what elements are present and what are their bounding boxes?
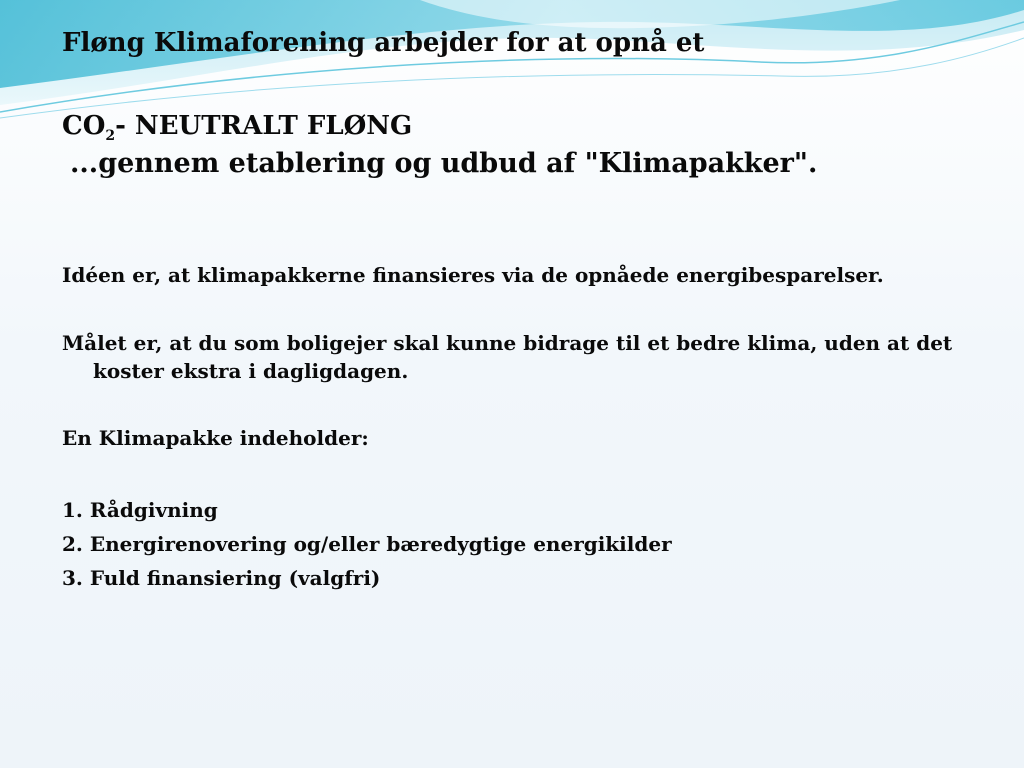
- paragraph-goal: Målet er, at du som boligejer skal kunne bidrage til et bedre klima, uden at det koster ekstra i dagligdagen.: [62, 331, 953, 383]
- package-contents-list: [62, 493, 982, 595]
- list-item: 3. Fuld finansiering (valgfri): [62, 566, 381, 590]
- list-item: 1. Rådgivning: [62, 498, 218, 522]
- title-line-2-rest: - NEUTRALT FLØNG: [115, 111, 413, 141]
- slide-title: [62, 24, 982, 183]
- paragraph-package-contains: En Klimapakke indeholder:: [62, 426, 369, 450]
- list-item: 2. Energirenovering og/eller bæredygtige energikilder: [62, 532, 672, 556]
- title-line-2: [62, 107, 982, 145]
- co2-subscript: 2: [105, 128, 116, 144]
- title-line-1: Fløng Klimaforening arbejder for at opnå et: [62, 28, 705, 58]
- co2-prefix: CO: [62, 111, 106, 141]
- paragraph-idea: Idéen er, at klimapakkerne finansieres via de opnåede energibesparelser.: [62, 263, 884, 287]
- slide-body: [62, 261, 982, 595]
- title-line-3: ...gennem etablering og udbud af "Klimapakker".: [70, 148, 818, 179]
